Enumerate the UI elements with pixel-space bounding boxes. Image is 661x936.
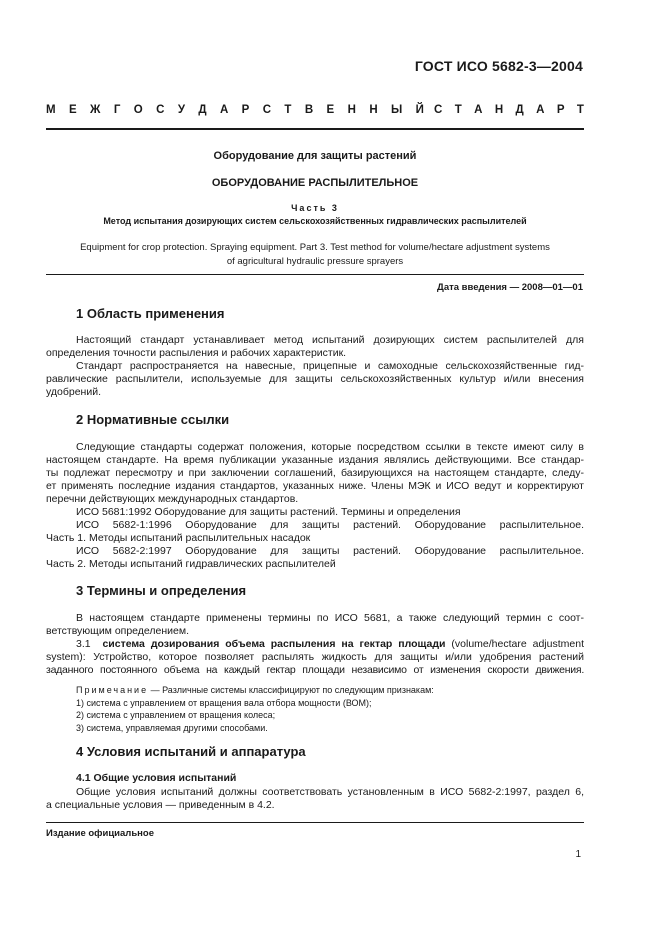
title-english-line-1: Equipment for crop protection. Spraying equipment. Part 3. Test method for volume/hectare adjustment systems <box>80 242 550 253</box>
banner-letter: Р <box>241 104 250 116</box>
note-label: Примечание <box>76 685 149 695</box>
banner-letter: Ы <box>391 104 403 116</box>
section-1-body: Настоящий стандарт устанавливает метод испытаний дозирующих систем распылителей для определения точности распыления и рабочих характеристик. Стандарт распространяется на навесные, прицепные и самоходные сельскохозяйственные гид- равлические распылители, используемые для защиты сельскохозяйственных культур и/или внесения удобрений. <box>46 334 584 398</box>
banner-letter: А <box>474 104 483 116</box>
note-item-2: 2) система с управлением от вращения колеса; <box>76 710 276 720</box>
section-3-heading: 3 Термины и определения <box>76 583 247 598</box>
note: Примечание — Различные системы классифицируют по следующим признакам: 1) система с управлением от вращения вала отбора мощности (ВОМ); 2) система с управлением от вращения колеса; 3) система, управляемая другими способами. <box>76 684 584 734</box>
banner-letter: Т <box>454 104 462 116</box>
banner-letter: А <box>219 104 229 116</box>
banner-letter: Н <box>347 104 356 116</box>
reference-iso-5682-2: ИСО 5682-2:1997 Оборудование для защиты растений. Оборудование распылительное. <box>76 545 584 557</box>
banner-letter: Д <box>198 104 207 116</box>
note-item-3: 3) система, управляемая другими способами. <box>76 722 268 733</box>
footer-rule <box>46 822 584 823</box>
banner-letter: А <box>536 104 545 116</box>
section-2-body: Следующие стандарты содержат положения, которые посредством ссылки в тексте имеют силу в настоящем стандарте. На время публикации указанные издания являлись действующими. Все стандар- ты подлежат пересмотру и при заключении соглашений, базирующихся на настоящем стандарте, следу- ет применять последние издания стандартов, указанных ниже. Члены МЭК и ИСО ведут и корректируют перечни действующих международных стандартов. ИСО 5681:1992 Оборудование для защиты растений. Термины и определения ИСО 5682-1:1996 Оборудование для защиты растений. Оборудование распылительное. Часть 1. Методы испытаний распылительных насадок ИСО 5682-2:1997 Оборудование для защиты растений. Оборудование распылительное. Часть 2. Методы испытаний гидравлических распылителей <box>46 441 584 570</box>
banner-letter: С <box>262 104 272 116</box>
banner-letter: Н <box>369 104 378 116</box>
title-english <box>46 241 584 269</box>
title-subtitle: Метод испытания дозирующих систем сельскохозяйственных гидравлических распылителей <box>103 216 527 226</box>
banner-letter: Т <box>576 104 584 116</box>
section-3-body: В настоящем стандарте применены термины по ИСО 5681, а также следующий термин с соот- ветствующим определением. 3.1 система дозирования объема распыления на гектар площади (volume/hectare adjustment system): Устройство, которое позволяет распылять жидкость для защиты и/или удобрения растений заданного постоянного объема на каждый гектар площади независимо от изменения скорости движения. <box>46 612 584 676</box>
document-code: ГОСТ ИСО 5682-3—2004 <box>414 58 583 74</box>
note-item-1: 1) система с управлением от вращения вала отбора мощности (ВОМ); <box>76 697 372 708</box>
reference-iso-5681: ИСО 5681:1992 Оборудование для защиты растений. Термины и определения <box>76 506 461 518</box>
subsection-4-1-heading: 4.1 Общие условия испытаний <box>76 772 237 784</box>
banner-letter: Й <box>415 104 424 116</box>
banner-letter: С <box>156 104 165 116</box>
title-line-2: ОБОРУДОВАНИЕ РАСПЫЛИТЕЛЬНОЕ <box>211 177 419 189</box>
title-rule <box>46 274 584 275</box>
banner-letter: Е <box>326 104 335 116</box>
banner-letter: Е <box>68 104 77 116</box>
section-4-heading: 4 Условия испытаний и аппаратура <box>76 744 306 759</box>
banner-letter: О <box>133 104 143 116</box>
title-line-1: Оборудование для защиты растений <box>213 150 417 162</box>
banner-letter: Т <box>284 104 292 116</box>
banner-letter: Д <box>515 104 524 116</box>
definition-3-1: 3.1 система дозирования объема распыления на гектар площади (volume/hectare adjustment <box>76 638 584 650</box>
effective-date: Дата введения — 2008—01—01 <box>437 282 583 293</box>
banner-left <box>46 104 424 116</box>
banner-letter: М <box>46 104 56 116</box>
section-1-heading: 1 Область применения <box>76 306 225 321</box>
page-number: 1 <box>575 849 581 860</box>
header-rule <box>46 128 584 130</box>
banner-letter: Ж <box>90 104 101 116</box>
title-part: Часть 3 <box>291 203 339 213</box>
banner-right <box>434 104 584 116</box>
section-2-heading: 2 Нормативные ссылки <box>76 412 230 427</box>
title-english-line-2: of agricultural hydraulic pressure sprayers <box>226 256 404 267</box>
banner-letter: У <box>177 104 185 116</box>
banner-letter: С <box>434 104 443 116</box>
banner-letter: Р <box>556 104 565 116</box>
official-edition: Издание официальное <box>46 828 154 839</box>
banner-letter: В <box>304 104 314 116</box>
standard-banner <box>46 104 584 116</box>
banner-letter: Н <box>494 104 504 116</box>
reference-iso-5682-1: ИСО 5682-1:1996 Оборудование для защиты растений. Оборудование распылительное. <box>76 519 584 531</box>
banner-letter: Г <box>113 104 121 116</box>
section-4-body: Общие условия испытаний должны соответствовать установленным в ИСО 5682-2:1997, раздел 6, а специальные условия — приведенным в 4.2. <box>46 786 584 811</box>
